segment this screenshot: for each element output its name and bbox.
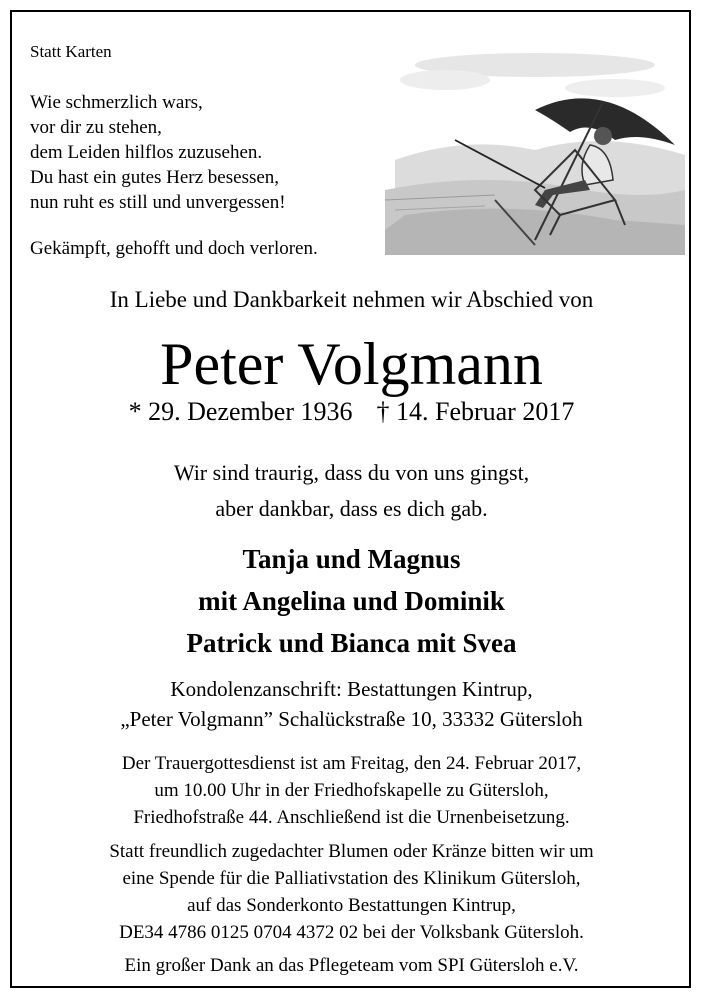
funeral-service-info — [0, 750, 703, 831]
poem-line: vor dir zu stehen, — [30, 117, 162, 138]
statt-karten-label: Statt Karten — [30, 42, 112, 61]
donation-line: eine Spende für die Palliativstation des Klinikum Gütersloh, — [122, 868, 581, 889]
poem-closing: Gekämpft, gehofft und doch verloren. — [30, 238, 318, 259]
sentiment-line: aber dankbar, dass es dich gab. — [215, 496, 488, 521]
birth-date: * 29. Dezember 1936 — [128, 397, 353, 426]
family-names — [0, 538, 703, 664]
sentiment-line: Wir sind traurig, dass du von uns gingst, — [173, 460, 530, 485]
family-line: Patrick und Bianca mit Svea — [186, 628, 517, 658]
poem-line: Wie schmerzlich wars, — [30, 92, 203, 113]
intro-text: In Liebe und Dankbarkeit nehmen wir Abschied von — [109, 287, 594, 312]
poem-line: Du hast ein gutes Herz besessen, — [30, 167, 280, 188]
deceased-name: Peter Volgmann — [160, 331, 543, 397]
service-line: Friedhofstraße 44. Anschließend ist die Urnenbeisetzung. — [133, 807, 570, 828]
death-date: † 14. Februar 2017 — [376, 397, 575, 426]
donation-line: DE34 4786 0125 0704 4372 02 bei der Volksbank Gütersloh. — [119, 922, 584, 943]
donation-line: Statt freundlich zugedachter Blumen oder Kränze bitten wir um — [109, 841, 594, 862]
beach-umbrella-illustration — [385, 40, 685, 255]
service-line: um 10.00 Uhr in der Friedhofskapelle zu Gütersloh, — [154, 780, 549, 801]
life-dates — [0, 397, 703, 427]
service-line: Der Trauergottesdienst ist am Freitag, den 24. Februar 2017, — [121, 753, 582, 774]
donation-request — [0, 838, 703, 946]
poem — [30, 90, 286, 215]
poem-line: nun ruht es still und unvergessen! — [30, 192, 286, 213]
sentiment-text — [0, 455, 703, 527]
condolence-address — [0, 674, 703, 734]
donation-line: auf das Sonderkonto Bestattungen Kintrup, — [187, 895, 516, 916]
thanks-text: Ein großer Dank an das Pflegeteam vom SPI Gütersloh e.V. — [124, 955, 579, 976]
condolence-line: „Peter Volgmann” Schalückstraße 10, 33332 Gütersloh — [120, 707, 583, 731]
family-line: mit Angelina und Dominik — [198, 586, 505, 616]
condolence-line: Kondolenzanschrift: Bestattungen Kintrup, — [170, 677, 533, 701]
poem-line: dem Leiden hilflos zuzusehen. — [30, 142, 263, 163]
family-line: Tanja und Magnus — [242, 544, 461, 574]
